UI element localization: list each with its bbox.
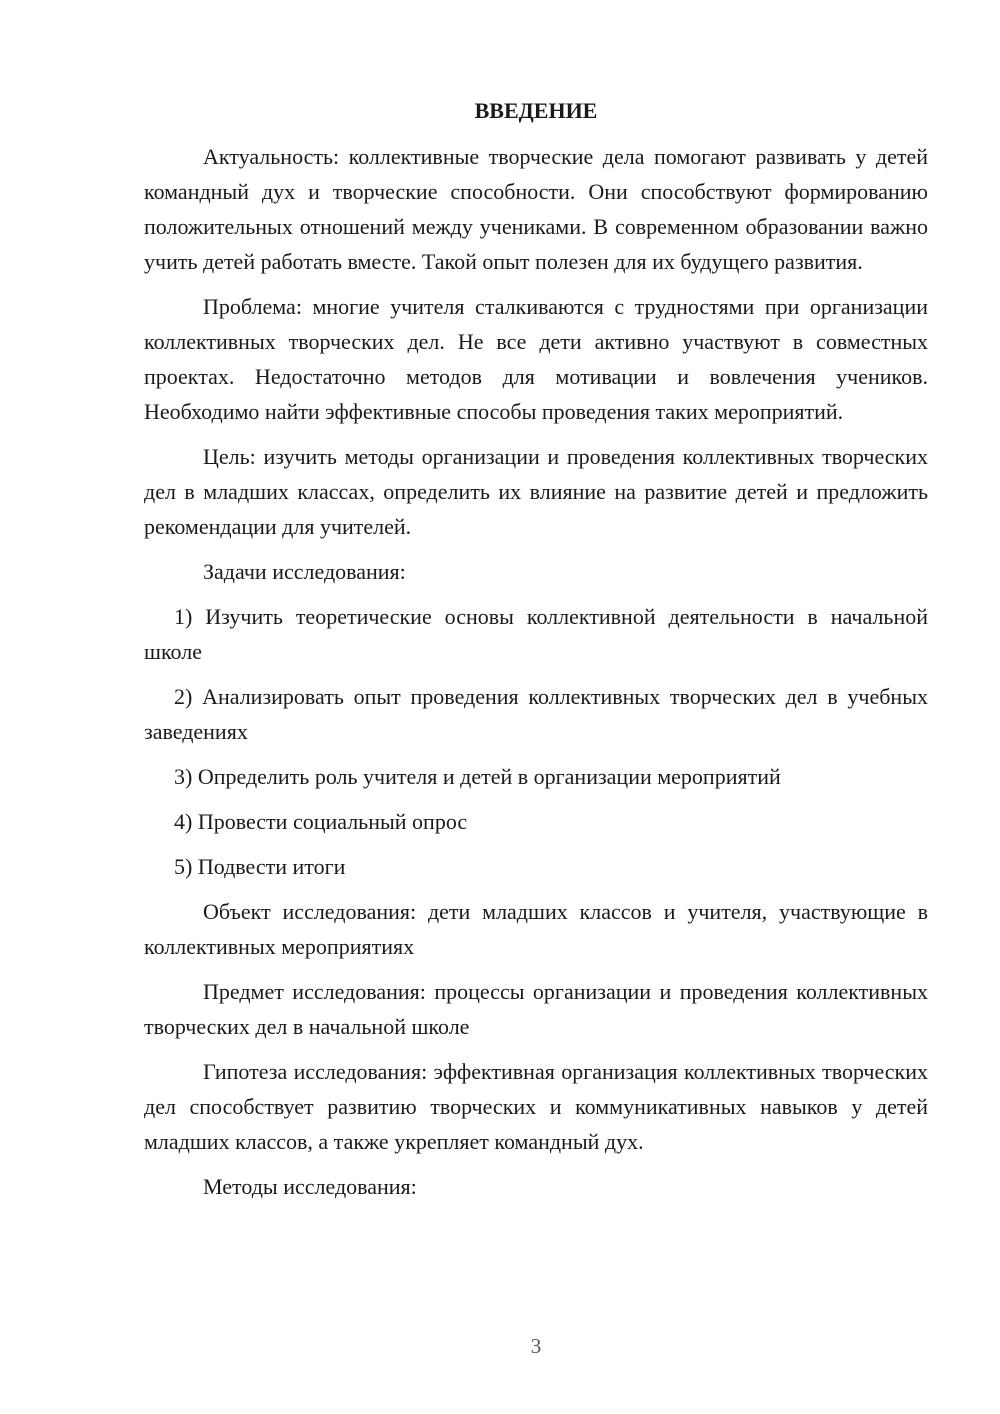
paragraph-relevance: Актуальность: коллективные творческие дела помогают развивать у детей командный дух и творческие способности. Они способствуют формированию положительных отношений между учениками. В современном образовании важно учить детей работать вместе. Такой опыт полезен для их будущего развития. [144, 144, 928, 274]
paragraph-goal: Цель: изучить методы организации и проведения коллективных творческих дел в младших классах, определить их влияние на развитие детей и предложить рекомендации для учителей. [144, 444, 928, 539]
document-page [144, 96, 928, 1214]
paragraph-hypothesis: Гипотеза исследования: эффективная организация коллективных творческих дел способствует развитию творческих и коммуникативных навыков у детей младших классов, а также укрепляет командный дух. [144, 1059, 928, 1154]
paragraph-subject: Предмет исследования: процессы организации и проведения коллективных творческих дел в начальной школе [144, 979, 928, 1039]
page-number: 3 [530, 1334, 542, 1358]
page-title: ВВЕДЕНИЕ [474, 98, 598, 123]
paragraph-object: Объект исследования: дети младших классов и учителя, участвующие в коллективных мероприятиях [144, 899, 928, 959]
task-item: 2) Анализировать опыт проведения коллективных творческих дел в учебных заведениях [144, 684, 928, 744]
task-item: 3) Определить роль учителя и детей в организации мероприятий [174, 764, 781, 789]
methods-heading: Методы исследования: [203, 1174, 417, 1199]
task-item: 4) Провести социальный опрос [174, 809, 468, 834]
task-item: 1) Изучить теоретические основы коллективной деятельности в начальной школе [144, 604, 928, 664]
paragraph-problem: Проблема: многие учителя сталкиваются с трудностями при организации коллективных творческих дел. Не все дети активно участвуют в совместных проектах. Недостаточно методов для мотивации и вовлечения учеников. Необходимо найти эффективные способы проведения таких мероприятий. [144, 294, 928, 424]
tasks-heading: Задачи исследования: [203, 559, 406, 584]
task-item: 5) Подвести итоги [174, 854, 346, 879]
